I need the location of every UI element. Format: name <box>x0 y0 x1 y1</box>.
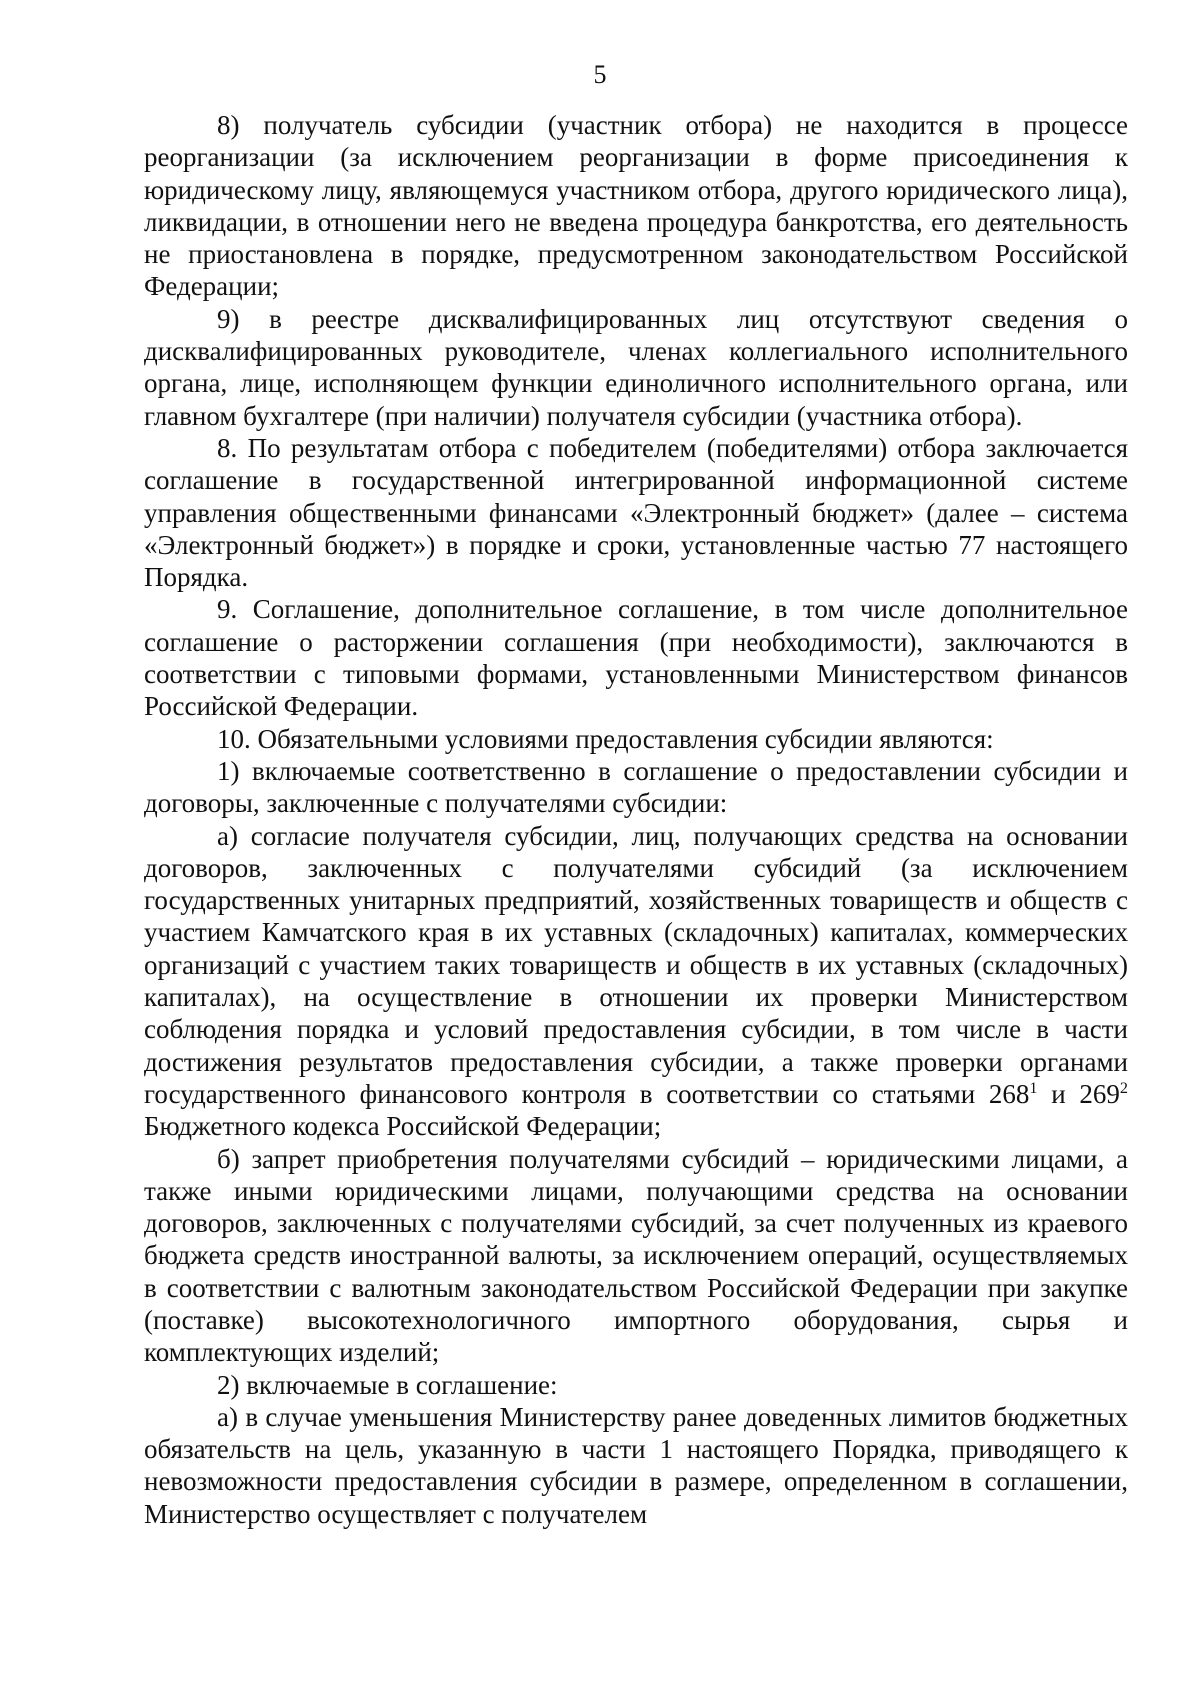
document-body <box>144 109 1128 1530</box>
paragraph-section-9: 9. Соглашение, дополнительное соглашение, в том числе дополнительное соглашение о расторжении соглашения (при необходимости), заключаются в соответствии с типовыми формами, установленными Министерством финансов Российской Федерации. <box>144 594 1128 722</box>
paragraph-section-10: 10. Обязательными условиями предоставления субсидии являются: <box>217 723 994 754</box>
paragraph-1a-text: а) согласие получателя субсидии, лиц, получающих средства на основании договоров, заключенных с получателями субсидий (за исключением государственных унитарных предприятий, хозяйственных товариществ и обществ с участием Камчатского края в их уставных (складочных) капиталах, коммерческих организаций с участием таких товариществ и обществ в их уставных (складочных) капиталах), на осуществление в отношении их проверки Министерством соблюдения порядка и условий предоставления субсидии, в том числе в части достижения результатов предоставления субсидии, а также проверки органами государственного финансового контроля в соответствии со статьями 268 <box>144 820 1128 1109</box>
paragraph-section-8: 8. По результатам отбора с победителем (победителями) отбора заключается соглашение в государственной интегрированной информационной системе управления общественными финансами «Электронный бюджет» (далее – система «Электронный бюджет») в порядке и сроки, установленные частью 77 настоящего Порядка. <box>144 432 1128 593</box>
paragraph-item-9: 9) в реестре дисквалифицированных лиц отсутствуют сведения о дисквалифицированных руководителе, членах коллегиального исполнительного органа, лице, исполняющем функции единоличного исполнительного органа, или главном бухгалтере (при наличии) получателя субсидии (участника отбора). <box>144 303 1128 431</box>
paragraph-subitem-1: 1) включаемые соответственно в соглашение о предоставлении субсидии и договоры, заключенные с получателями субсидии: <box>144 755 1128 819</box>
footnote-superscript-1: 1 <box>1029 1078 1038 1097</box>
paragraph-1a-text-end: Бюджетного кодекса Российской Федерации; <box>144 1111 662 1142</box>
footnote-superscript-2: 2 <box>1119 1078 1129 1097</box>
paragraph-item-8: 8) получатель субсидии (участник отбора) не находится в процессе реорганизации (за исключением реорганизации в форме присоединения к юридическому лицу, являющемуся участником отбора, другого юридического лица), ликвидации, в отношении него не введена процедура банкротства, его деятельность не приостановлена в порядке, предусмотренном законодательством Российской Федерации; <box>144 110 1128 302</box>
paragraph-1a-text-mid: и 269 <box>1037 1078 1120 1109</box>
paragraph-subitem-1a <box>144 820 1128 1143</box>
page-number: 5 <box>593 60 607 89</box>
paragraph-subitem-2: 2) включаемые в соглашение: <box>217 1369 558 1400</box>
paragraph-subitem-1b: б) запрет приобретения получателями субсидий – юридическими лицами, а также иными юридическими лицами, получающими средства на основании договоров, заключенных с получателями субсидий, за счет полученных из краевого бюджета средств иностранной валюты, за исключением операций, осуществляемых в соответствии с валютным законодательством Российской Федерации при закупке (поставке) высокотехнологичного импортного оборудования, сырья и комплектующих изделий; <box>144 1143 1128 1368</box>
paragraph-subitem-2a: а) в случае уменьшения Министерству ранее доведенных лимитов бюджетных обязательств на цель, указанную в части 1 настоящего Порядка, приводящего к невозможности предоставления субсидии в размере, определенном в соглашении, Министерство осуществляет с получателем <box>144 1401 1128 1529</box>
